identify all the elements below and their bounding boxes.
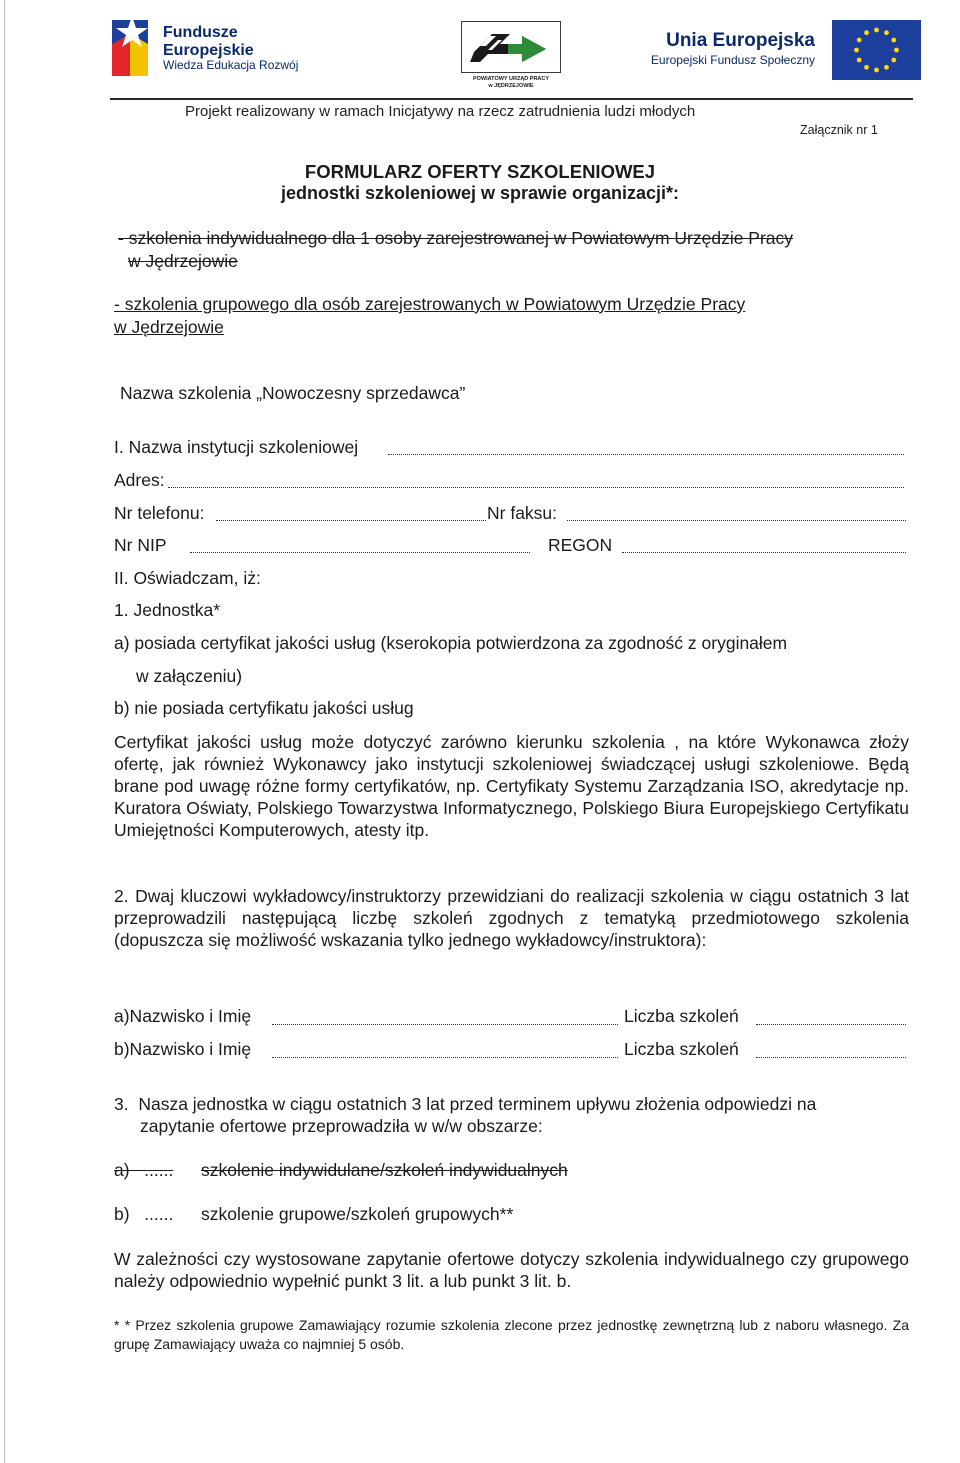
option-group-line2: w Jędrzejowie	[114, 317, 224, 337]
nip-field[interactable]	[190, 552, 530, 553]
lecturer-a-label: a)Nazwisko i Imię	[114, 1006, 252, 1026]
nip-label: Nr NIP	[114, 535, 167, 555]
regon-label: REGON	[548, 535, 613, 555]
lecturer-a-name-field[interactable]	[272, 1024, 618, 1025]
fe-subtitle: Wiedza Edukacja Rozwój	[163, 58, 299, 73]
item1-heading: 1. Jednostka*	[114, 600, 221, 620]
phone-field[interactable]	[216, 520, 486, 521]
item3-line2: zapytanie ofertowe przeprowadziła w w/w obszarze:	[140, 1116, 543, 1136]
option-individual-line1: - szkolenia indywidualnego dla 1 osoby zarejestrowanej w Powiatowym Urzędzie Pracy	[118, 228, 794, 248]
form-subtitle: jednostki szkoleniowej w sprawie organizacji*:	[280, 183, 680, 203]
dependency-note: W zależności czy wystosowane zapytanie ofertowe dotyczy szkolenia indywidualnego czy grupowego należy odpowiednio wypełnić punkt 3 lit. a lub punkt 3 lit. b.	[114, 1249, 909, 1291]
lecturer-b-name-field[interactable]	[272, 1057, 618, 1058]
annex-label: Załącznik nr 1	[800, 123, 878, 137]
fe-title-1: Fundusze	[163, 24, 238, 41]
pup-caption-line1: POWIATOWY URZĄD PRACY	[472, 76, 550, 82]
ue-title: Unia Europejska	[666, 30, 815, 51]
pup-hands-arrow-icon	[462, 22, 560, 72]
item1b: b) nie posiada certyfikatu jakości usług	[114, 698, 414, 718]
ue-subtitle: Europejski Fundusz Społeczny	[650, 52, 815, 67]
fe-title-2: Europejskie	[163, 41, 254, 59]
fax-field[interactable]	[567, 520, 906, 521]
form-title: FORMULARZ OFERTY SZKOLENIOWEJ	[304, 161, 656, 182]
lecturer-b-count-label: Liczba szkoleń	[624, 1039, 739, 1059]
pup-logo	[461, 21, 561, 93]
item2-paragraph: 2. Dwaj kluczowi wykładowcy/instruktorzy przewidziani do realizacji szkolenia w ciągu ostatnich 3 lat przeprowadzili następującą liczbę szkoleń zgodnych z tematyką przedmiotowego szkolenia (dopuszcza się możliwość wskazania tylko jednego wykładowcy/instruktora):	[114, 886, 909, 950]
item3b-text: szkolenie grupowe/szkoleń grupowych**	[201, 1204, 514, 1224]
phone-label: Nr telefonu:	[114, 503, 205, 523]
fax-label: Nr faksu:	[487, 503, 558, 523]
pup-caption-line2: w JĘDRZEJOWIE	[488, 83, 534, 90]
pup-logo-frame	[461, 21, 561, 73]
fe-star-icon	[110, 14, 158, 80]
item1a-line2: w załączeniu)	[136, 666, 243, 686]
project-line: Projekt realizowany w ramach Inicjatywy na rzecz zatrudnienia ludzi młodych	[185, 103, 696, 120]
training-name: Nazwa szkolenia „Nowoczesny sprzedawca”	[120, 383, 466, 403]
option-individual-line2: w Jędrzejowie	[128, 251, 238, 271]
address-label: Adres:	[114, 470, 165, 490]
eu-flag	[832, 20, 921, 80]
lecturer-a-count-field[interactable]	[756, 1024, 906, 1025]
eu-stars-icon	[832, 20, 921, 80]
header-rule	[110, 98, 913, 100]
fe-logo-text	[163, 24, 298, 72]
scan-left-edge	[4, 0, 5, 1463]
certificate-paragraph: Certyfikat jakości usług może dotyczyć zarówno kierunku szkolenia , na które Wykonawca złoży ofertę, jak również Wykonawcy jako instytucji szkoleniowej świadczącej usługi szkoleniowe. Będą brane pod uwagę różne formy certyfikatów, np. Certyfikaty Systemu Zarządzania ISO, akredytacje np. Kuratora Oświaty, Polskiego Towarzystwa Informatycznego, Polskiego Biura Europejskiego Certyfikatu Umiejętności Komputerowych, atesty itp.	[114, 732, 909, 840]
footnote: * * Przez szkolenia grupowe Zamawiający rozumie szkolenia zlecone przez jednostkę zewnętrzną lub z naboru własnego. Za grupę Zamawiający uważa co najmniej 5 osób.	[114, 1317, 909, 1352]
regon-field[interactable]	[622, 552, 906, 553]
item1a-line1: a) posiada certyfikat jakości usług (kserokopia potwierdzona za zgodność z oryginałem	[114, 633, 788, 653]
item3b-prefix: b) ......	[114, 1204, 174, 1224]
address-field[interactable]	[168, 487, 904, 488]
institution-name-label: I. Nazwa instytucji szkoleniowej	[114, 437, 359, 457]
lecturer-b-count-field[interactable]	[756, 1057, 906, 1058]
institution-name-field[interactable]	[388, 454, 904, 455]
section2-heading: II. Oświadczam, iż:	[114, 568, 261, 588]
item3a-prefix: a) ......	[114, 1160, 174, 1180]
item3-line1: 3. Nasza jednostka w ciągu ostatnich 3 lat przed terminem upływu złożenia odpowiedzi na	[114, 1094, 817, 1114]
option-group-line1: - szkolenia grupowego dla osób zarejestrowanych w Powiatowym Urzędzie Pracy	[114, 294, 746, 314]
pup-logo-caption	[461, 76, 561, 90]
lecturer-a-count-label: Liczba szkoleń	[624, 1006, 739, 1026]
ue-logo-text	[600, 30, 815, 67]
lecturer-b-label: b)Nazwisko i Imię	[114, 1039, 252, 1059]
item3a-text: szkolenie indywidulane/szkoleń indywidualnych	[201, 1160, 568, 1180]
